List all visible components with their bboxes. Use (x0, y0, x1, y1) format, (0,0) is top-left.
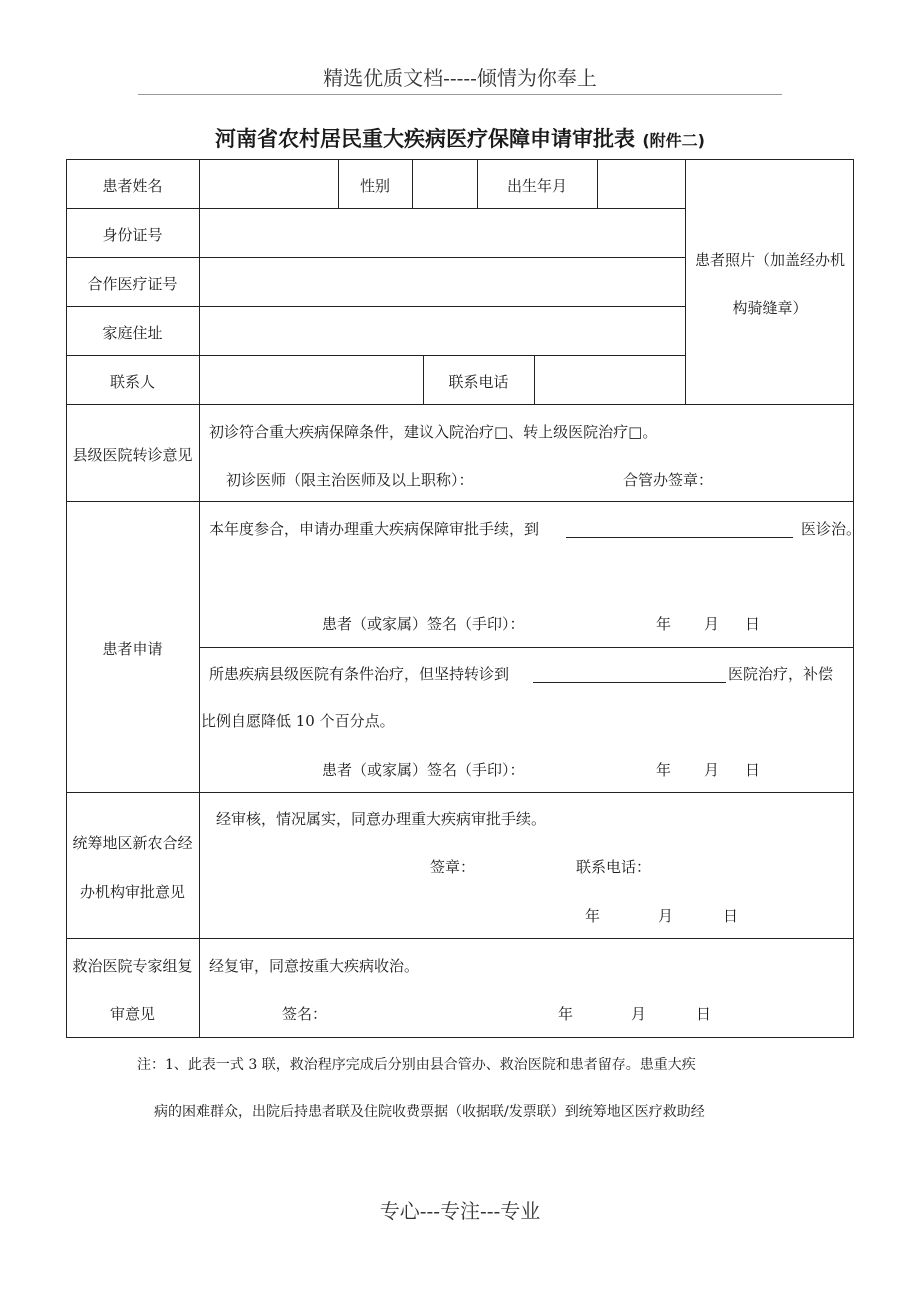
gender-field[interactable] (413, 160, 476, 207)
coordination-opinion-label-line1: 统筹地区新农合经 (72, 834, 193, 852)
referral-seal-label: 合管办签章： (623, 471, 714, 489)
coordination-phone-label: 联系电话： (576, 858, 652, 876)
form-title-suffix: (附件二) (642, 131, 705, 150)
expert-review-label-line2: 审意见 (109, 1005, 155, 1023)
transfer-request-text-end: 比例自愿降低 10 个百分点。 (201, 712, 395, 730)
patient-signature-label: 患者（或家属）签名（手印）： (322, 615, 525, 633)
day-label: 日 (696, 1005, 712, 1023)
coop-medical-id-label: 合作医疗证号 (87, 275, 178, 293)
month-label: 月 (658, 907, 674, 925)
table-border-bottom (66, 1037, 854, 1038)
birth-date-field[interactable] (598, 160, 684, 207)
referral-doctor-label: 初诊医师（限主治医师及以上职称）： (226, 471, 474, 489)
page-header: 精选优质文档-----倾情为你奉上 (323, 66, 597, 90)
application-text-end: 医诊治。 (801, 520, 862, 538)
patient-application-label: 患者申请 (102, 640, 163, 658)
referral-opinion-label: 县级医院转诊意见 (72, 446, 193, 464)
row-divider (199, 647, 854, 648)
contact-phone-field[interactable] (535, 356, 684, 403)
form-title (0, 123, 920, 153)
table-border-right (853, 159, 854, 1037)
expert-signature-label: 签名： (282, 1005, 328, 1023)
month-label: 月 (704, 761, 720, 779)
patient-name-field[interactable] (200, 160, 337, 207)
referral-opinion-text: 初诊符合重大疾病保障条件，建议入院治疗□、转上级医院治疗□。 (209, 423, 658, 441)
patient-name-label: 患者姓名 (102, 177, 163, 195)
row-divider (66, 938, 854, 939)
expert-review-text: 经复审，同意按重大疾病收治。 (209, 957, 420, 975)
patient-signature-label: 患者（或家属）签名（手印）： (322, 761, 525, 779)
form-title-main: 河南省农村居民重大疾病医疗保障申请审批表 (215, 127, 636, 151)
page-footer: 专心---专注---专业 (379, 1199, 541, 1223)
row-divider (66, 792, 854, 793)
contact-phone-label: 联系电话 (448, 373, 509, 391)
contact-field[interactable] (200, 356, 422, 403)
month-label: 月 (704, 615, 720, 633)
row-divider (66, 501, 854, 502)
note-line-2: 病的困难群众，出院后持患者联及住院收费票据（收据联/发票联）到统筹地区医疗救助经 (154, 1104, 705, 1120)
address-field[interactable] (200, 307, 684, 354)
header-divider (138, 94, 782, 95)
photo-column-divider (685, 159, 686, 404)
note-line-1: 注：1、此表一式 3 联，救治程序完成后分别由县合管办、救治医院和患者留存。患重大疾 (137, 1057, 696, 1073)
hospital-blank-underline[interactable] (566, 537, 793, 538)
photo-label-line2: 构骑缝章） (732, 299, 808, 317)
expert-review-label-line1: 救治医院专家组复 (72, 957, 193, 975)
day-label: 日 (723, 907, 739, 925)
row-divider (66, 404, 854, 405)
birth-date-label: 出生年月 (506, 177, 567, 195)
year-label: 年 (585, 907, 601, 925)
month-label: 月 (631, 1005, 647, 1023)
coordination-opinion-text: 经审核，情况属实，同意办理重大疾病审批手续。 (216, 810, 547, 828)
day-label: 日 (745, 615, 761, 633)
year-label: 年 (656, 615, 672, 633)
address-label: 家庭住址 (102, 324, 163, 342)
id-number-field[interactable] (200, 209, 684, 256)
year-label: 年 (656, 761, 672, 779)
transfer-request-text-start: 所患疾病县级医院有条件治疗，但坚持转诊到 (209, 665, 510, 683)
coordination-seal-label: 签章： (430, 858, 476, 876)
id-number-label: 身份证号 (102, 226, 163, 244)
day-label: 日 (745, 761, 761, 779)
year-label: 年 (558, 1005, 574, 1023)
application-text-start: 本年度参合，申请办理重大疾病保障审批手续，到 (209, 520, 540, 538)
transfer-request-text-mid: 医院治疗，补偿 (728, 665, 834, 683)
photo-label-line1: 患者照片（加盖经办机 (694, 251, 845, 269)
coop-medical-id-field[interactable] (200, 258, 684, 305)
gender-label: 性别 (359, 177, 390, 195)
coordination-opinion-label-line2: 办机构审批意见 (79, 883, 185, 901)
contact-label: 联系人 (109, 373, 155, 391)
transfer-hospital-blank-underline[interactable] (533, 682, 726, 683)
